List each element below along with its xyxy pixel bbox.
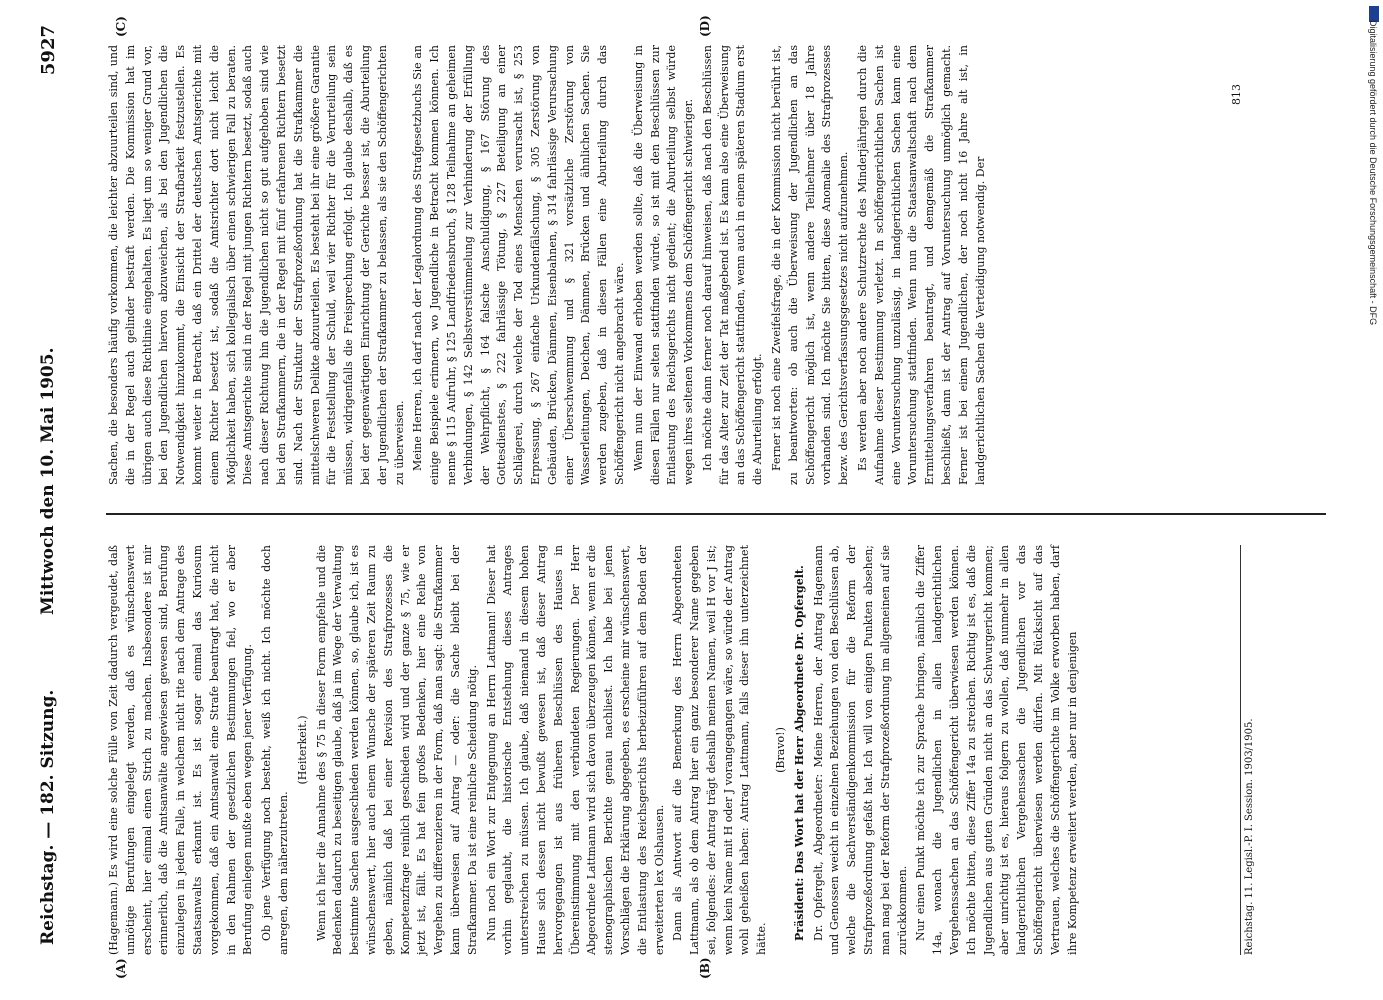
paragraph: Dr. Opfergelt, Abgeordneter: Meine Herren, der Antrag Hagemann und Genossen weicht in einzelnen Beziehungen von den Beschlüssen ab, welche die Sachverständigenkommission für die Reform der Strafprozeßordnung gefaßt hat. Ich will von einigen Punkten absehen; man mag bei der Reform der Strafprozeßordnung im allgemeinen auf sie zurückkommen. bbox=[811, 545, 909, 955]
margin-marker-a: (A) bbox=[114, 958, 128, 979]
interjection: (Heiterkeit.) bbox=[295, 715, 309, 785]
digitization-credit bbox=[1367, 20, 1379, 980]
footer-publication: Reichstag. 11. Legisl.-P. I. Session. 1903/1905. bbox=[1240, 545, 1255, 955]
interjection: (Bravo!) bbox=[774, 727, 788, 773]
margin-marker-b: (B) bbox=[698, 957, 712, 979]
margin-marker-d: (D) bbox=[698, 15, 712, 37]
paragraph: Sachen, die besonders häufig vorkommen, die leichter abzuurteilen sind, und die in der Regel auch gelinder bestraft werden. Die Kommission hat im übrigen auch diese Richtlinie eingehalten. Es liegt um so weniger Grund vor, bei den Jugendlichen hiervon abzuweichen, als bei den Jugendlichen die Notwendigkeit hinzukommt, die Einsicht der Strafbarkeit festzustellen. Es kommt weiter in Betracht, daß ein Drittel der deutschen Amtsgerichte mit einem Richter besetzt ist, sodaß die Amtsrichter dort nicht leicht die Möglichkeit haben, sich kollegialisch über einen schwierigen Fall zu beraten. Diese Amtsgerichte sind in der Regel mit jungen Richtern besetzt, sodaß auch nach dieser Richtung hin die Jugendlichen nicht so gut aufgehoben sind wie bei den Strafkammern, die in der Regel mit fünf erfahrenen Richtern besetzt sind. Nach der Struktur der Strafprozeßordnung hat die Strafkammer die mittelschweren Delikte abzuurteilen. Es besteht bei ihr eine größere Garantie für die Feststellung der Schuld, weil vier Richter für die Verurteilung sein müssen, widrigenfalls die Freisprechung erfolgt. Ich glaube deshalb, daß es bei der gegenwärtigen Einrichtung der Gerichte besser ist, die Aburteilung der Jugendlichen der Strafkammer zu belassen, als sie den Schöffengerichten zu überweisen. bbox=[107, 45, 406, 485]
paragraph: Wenn ich hier die Annahme des § 75 in dieser Form empfehle und die Bedenken dadurch zu beseitigen glaube, daß ja im Wege der Verwaltung bestimmte Sachen ausgeschieden werden können, so, glaube ich, ist es wünschenswert, hier auch einem Wunsche der späteren Zeit Raum zu geben, nämlich daß bei einer Revision des Strafprozesses die Kompetenzfrage reinlich geschieden wird und der ganze § 75, wie er jetzt ist, fällt. Es hat fein großes Bedenken, hier eine Reihe von Vergehen zu differenzieren in der Form, daß man sagt: die Strafkammer kann überweisen auf Antrag — oder: die Sache bleibt bei der Strafkammer. Da ist eine reinliche Scheidung nötig. bbox=[314, 545, 479, 955]
margin-marker-c: (C) bbox=[114, 16, 128, 37]
paragraph: Wenn nun der Einwand erhoben werden sollte, daß die Überweisung in diesen Fällen nur selten stattfinden würde, so ist mit den Beschlüssen zur Entlastung des Reichsgerichts nicht gedient; die Aburteilung selbst würde wegen ihres seltenen Vorkommens dem Schöffengericht schwieriger. bbox=[631, 45, 696, 485]
header-page-number: 5927 bbox=[38, 25, 59, 76]
paragraph: Meine Herren, ich darf nach der Legalordnung des Strafgesetzbuchs Sie an einige Beispiele erinnern, wo Jugendliche in Betracht kommen können. Ich nenne § 115 Aufruhr, § 125 Landfriedensbruch, § 128 Teilnahme an geheimen Verbindungen, § 142 Selbstverstümmelung zur Verhinderung der Erfüllung der Wehrpflicht, § 164 falsche Anschuldigung, § 167 Störung des Gottesdienstes, § 222 fahrlässige Tötung, § 227 Beteiligung an einer Schlägerei, durch welche der Tod eines Menschen verursacht ist, § 253 Erpressung, § 267 einfache Urkundenfälschung, § 305 Zerstörung von Gebäuden, Brücken, Dämmen, Eisenbahnen, § 314 fahrlässige Verursachung einer Überschwemmung und § 321 vorsätzliche Zerstörung von Wasserleitungen, Deichen, Dämmen, Brücken und ähnlichen Sachen. Sie werden zugeben, daß in diesen Fällen eine Aburteilung durch das Schöffengericht nicht angebracht wäre. bbox=[411, 45, 626, 485]
paragraph: Nur einen Punkt möchte ich zur Sprache bringen, nämlich die Ziffer 14a, wonach die Jugendlichen in allen landgerichtlichen Vergehenssachen an das Schöffengericht überwiesen werden können. Ich möchte bitten, diese Ziffer 14a zu streichen. Richtig ist es, daß die Jugendlichen aus guten Gründen nicht an das Schwurgericht kommen; aber unrichtig ist es, hieraus folgern zu wollen, daß nunmehr in allen landgerichtlichen Vergehenssachen die Jugendlichen vor das Schöffengericht überwiesen werden dürfen. Mit Rücksicht auf das Vertrauen, welches die Schöffengerichte im Volke erworben haben, darf ihre Kompetenz erweitert werden, aber nur in denjenigen bbox=[914, 545, 1079, 955]
paragraph: Dann als Antwort auf die Bemerkung des Herrn Abgeordneten Lattmann, als ob dem Antrag hier ein ganz besonderer Name gegeben sei, folgendes: der Antrag trägt deshalb meinen Namen, weil H vor J ist; wenn kein Name mit H oder J vorangegangen wäre, so würde der Antrag wohl geheißen haben: Antrag Lattmann, falls dieser ihn unterzeichnet hätte. bbox=[671, 545, 769, 955]
rotated-print-page bbox=[18, 5, 1358, 985]
column-divider bbox=[106, 513, 1326, 515]
paragraph: Ich möchte dann ferner noch darauf hinweisen, daß nach den Beschlüssen für das Alter zur Zeit der Tat maßgebend ist. Es kann also eine Überweisung an das Schöffengericht stattfinden, wenn auch in einem späteren Stadium erst die Aburteilung erfolgt. bbox=[700, 45, 765, 485]
paragraph: Nun noch ein Wort zur Entgegnung an Herrn Lattmann! Dieser hat vorhin geglaubt, die historische Entstehung dieses Antrages unterstreichen zu müssen. Ich glaube, daß niemand in diesem hohen Hause sich dessen nicht bewußt gewesen ist, daß dieser Antrag hervorgegangen ist aus früheren Beschlüssen des Hauses in Übereinstimmung mit den verbündeten Regierungen. Der Herr Abgeordnete Lattmann wird sich davon überzeugen können, wenn er die stenographischen Berichte genau nachliest. Ich habe bei jenen Vorschlägen die Erklärung abgegeben, es erscheine mir wünschenswert, die Entlastung des Reichsgerichts herbeizuführen auf dem Boden der erweiterten lex Olshausen. bbox=[484, 545, 666, 955]
paragraph: Ferner ist noch eine Zweifelsfrage, die in der Kommission nicht berührt ist, zu beantworten: ob auch die Überweisung der Jugendlichen an das Schöffengericht möglich ist, wenn andere Teilnehmer über 18 Jahre vorhanden sind. Ich möchte Sie bitten, diese Anomalie des Strafprozesses bezw. des Gerichtsverfassungsgesetzes nicht aufzunehmen. bbox=[770, 45, 851, 485]
paragraph: Ob jene Verfügung noch besteht, weiß ich nicht. Ich möchte doch anregen, dem näherzutreten. bbox=[260, 545, 290, 955]
paragraph: Es werden aber noch andere Schutzrechte des Minderjährigen durch die Aufnahme dieser Bestimmung verletzt. In schöffengerichtlichen Sachen ist eine Voruntersuchung unzulässig, in landgerichtlichen Sachen kann eine Voruntersuchung stattfinden. Wenn nun die Staatsanwaltschaft nach dem Ermittelungsverfahren beantragt, und demgemäß die Strafkammer beschließt, dann ist der Antrag auf Voruntersuchung unmöglich gemacht. Ferner ist bei einem Jugendlichen, der noch nicht 16 Jahre alt ist, in landgerichtlichen Sachen die Verteidigung notwendig. Der bbox=[856, 45, 987, 485]
president-line: Präsident: Das Wort hat der Herr Abgeordnete Dr. Opfergelt. bbox=[792, 565, 806, 941]
header-date: Mittwoch den 10. Mai 1905. bbox=[38, 347, 58, 615]
left-column bbox=[106, 545, 1083, 955]
paragraph: (Hagemann.) Es wird eine solche Fülle von Zeit dadurch vergeudet, daß unnötige Berufungen eingelegt werden, daß es wünschenswert erscheint, hier einmal einen Strich zu machen. Insbesondere ist mir erinnerlich, daß die Amtsanwälte angewiesen gewesen sind, Berufung einzulegen in jedem Falle, in welchem nicht rite nach dem Antrage des Staatsanwalts erkannt ist. Es ist sogar einmal das Kuriosum vorgekommen, daß ein Amtsanwalt eine Strafe beantragt hat, die nicht in den Rahmen der gesetzlichen Bestimmungen fiel, wo er aber Berufung einlegen mußte eben wegen jener Verfügung. bbox=[107, 545, 255, 955]
header-session: Reichstag. — 182. Sitzung. bbox=[38, 689, 58, 945]
page-header bbox=[38, 25, 78, 945]
right-column bbox=[106, 45, 991, 485]
footer-sheet-number: 813 bbox=[1230, 84, 1243, 105]
digitization-credit-text: Digitalisierung gefördert durch die Deutsche Forschungsgemeinschaft - DFG bbox=[1368, 20, 1378, 326]
